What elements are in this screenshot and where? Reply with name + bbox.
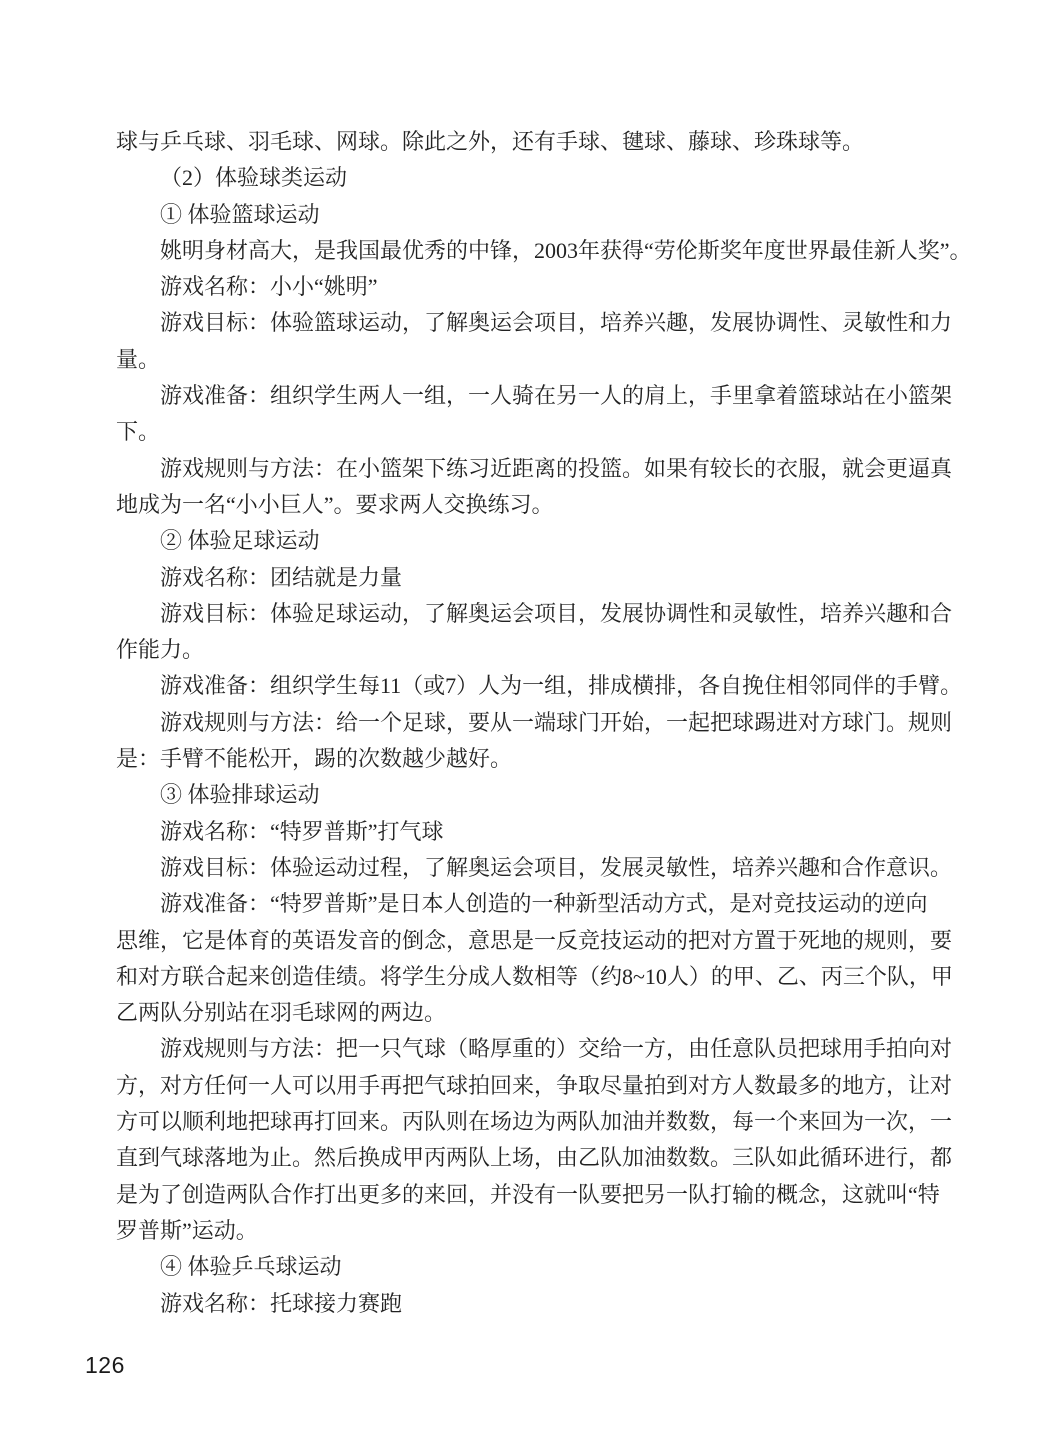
- text-line: 游戏名称：团结就是力量: [160, 564, 403, 590]
- text-line: 和对方联合起来创造佳绩。将学生分成人数相等（约8~10人）的甲、乙、丙三个队，甲: [116, 963, 953, 989]
- text-line: 方可以顺利地把球再打回来。丙队则在场边为两队加油并数数，每一个来回为一次，一: [116, 1109, 953, 1135]
- text-line: 游戏规则与方法：在小篮架下练习近距离的投篮。如果有较长的衣服，就会更逼真: [160, 455, 953, 481]
- text-line: 游戏目标：体验篮球运动，了解奥运会项目，培养兴趣，发展协调性、灵敏性和力: [160, 310, 953, 336]
- text-line: 乙两队分别站在羽毛球网的两边。: [116, 1000, 447, 1026]
- text-line: 地成为一名“小小巨人”。要求两人交换练习。: [116, 491, 554, 517]
- text-line: 姚明身材高大，是我国最优秀的中锋，2003年获得“劳伦斯奖年度世界最佳新人奖”。: [160, 237, 972, 263]
- page-number: 126: [85, 1352, 125, 1378]
- text-line: 游戏规则与方法：把一只气球（略厚重的）交给一方，由任意队员把球用手拍向对: [160, 1036, 953, 1062]
- text-line: 球与乒乓球、羽毛球、网球。除此之外，还有手球、毽球、藤球、珍珠球等。: [116, 129, 865, 154]
- text-line: ② 体验足球运动: [160, 528, 320, 554]
- text-line: 游戏准备：“特罗普斯”是日本人创造的一种新型活动方式，是对竞技运动的逆向: [160, 891, 928, 917]
- text-line: 下。: [116, 419, 161, 445]
- text-line: 是：手臂不能松开，踢的次数越少越好。: [116, 746, 513, 772]
- text-line: 游戏目标：体验运动过程，了解奥运会项目，发展灵敏性，培养兴趣和合作意识。: [160, 854, 953, 880]
- text-line: 游戏规则与方法：给一个足球，要从一端球门开始，一起把球踢进对方球门。规则: [160, 709, 953, 735]
- text-line: 游戏名称：“特罗普斯”打气球: [160, 818, 444, 844]
- text-line: 游戏目标：体验足球运动，了解奥运会项目，发展协调性和灵敏性，培养兴趣和合: [160, 600, 953, 626]
- text-line: ④ 体验乒乓球运动: [160, 1254, 342, 1280]
- text-block: [116, 124, 972, 1322]
- text-line: （2）体验球类运动: [160, 165, 348, 191]
- text-line: ③ 体验排球运动: [160, 782, 320, 808]
- text-line: 作能力。: [116, 637, 205, 663]
- text-line: 游戏名称：小小“姚明”: [160, 274, 378, 300]
- text-line: 是为了创造两队合作打出更多的来回，并没有一队要把另一队打输的概念，这就叫“特: [116, 1181, 940, 1207]
- text-line: ① 体验篮球运动: [160, 201, 320, 227]
- text-line: 直到气球落地为止。然后换成甲丙两队上场，由乙队加油数数。三队如此循环进行，都: [116, 1145, 953, 1171]
- text-line: 思维，它是体育的英语发音的倒念，意思是一反竞技运动的把对方置于死地的规则，要: [116, 927, 953, 953]
- text-line: 方，对方任何一人可以用手再把气球拍回来，争取尽量拍到对方人数最多的地方，让对: [116, 1072, 953, 1098]
- text-line: 游戏准备：组织学生每11（或7）人为一组，排成横排，各自挽住相邻同伴的手臂。: [160, 673, 963, 699]
- text-line: 游戏名称：托球接力赛跑: [160, 1290, 403, 1316]
- text-line: 量。: [116, 346, 161, 372]
- text-line: 罗普斯”运动。: [116, 1217, 258, 1243]
- text-line: 游戏准备：组织学生两人一组，一人骑在另一人的肩上，手里拿着篮球站在小篮架: [160, 383, 953, 409]
